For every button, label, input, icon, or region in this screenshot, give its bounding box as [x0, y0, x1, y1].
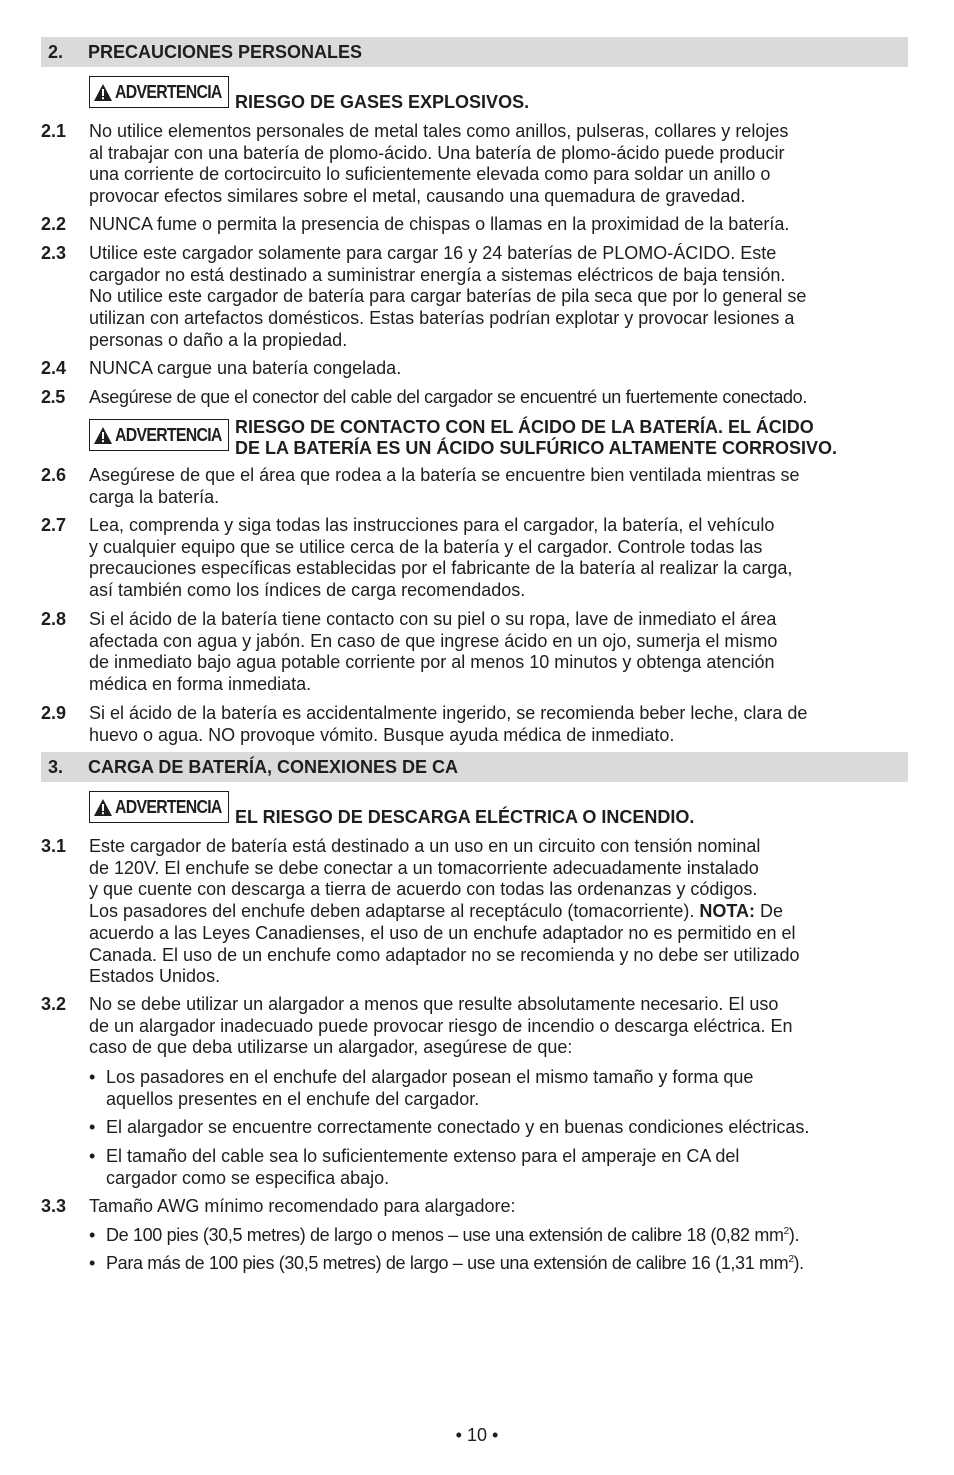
warning-badge [89, 76, 229, 108]
text-line: utilizan con artefactos domésticos. Estas baterías podrían explotar y provocar lesiones a [89, 308, 795, 329]
warning-triangle-icon [93, 798, 113, 817]
text-line: El tamaño del cable sea lo suficientemente extenso para el amperaje en CA del [106, 1146, 740, 1166]
text-line: caso de que deba utilizarse un alargador, asegúrese de que: [89, 1037, 573, 1058]
item-number: 2.8 [41, 609, 67, 629]
text-line: precauciones específicas establecidas por el fabricante de la batería al realizar la carga, [89, 558, 793, 579]
item-text [89, 387, 909, 409]
item-text [89, 243, 909, 352]
text-line: Lea, comprenda y siga todas las instrucciones para el cargador, la batería, el vehículo [89, 515, 775, 535]
bullet-text [106, 1146, 916, 1189]
text-segment: De [755, 901, 784, 922]
item-number: 3.2 [41, 994, 67, 1014]
item-text [89, 609, 909, 696]
item-number: 2.7 [41, 515, 67, 535]
item-text [89, 358, 909, 380]
item-number: 3.3 [41, 1196, 67, 1216]
text-line: El alargador se encuentre correctamente conectado y en buenas condiciones eléctricas. [106, 1117, 810, 1137]
section-header-2 [41, 37, 908, 67]
warning-text-line: RIESGO DE CONTACTO CON EL ÁCIDO DE LA BATERÍA. EL ÁCIDO [235, 417, 814, 437]
superscript: 2 [783, 1226, 789, 1237]
text-line: médica en forma inmediata. [89, 674, 312, 695]
item-text [89, 121, 909, 208]
text-line: así también como los índices de carga recomendados. [89, 580, 526, 601]
item-number: 2.5 [41, 387, 65, 407]
text-line: de un alargador inadecuado puede provocar riesgo de incendio o descarga eléctrica. En [89, 1015, 793, 1036]
bullet-dot: • [89, 1067, 96, 1087]
section-number: 2. [48, 42, 64, 62]
section-title: PRECAUCIONES PERSONALES [88, 42, 363, 62]
item-text [89, 994, 909, 1059]
text-line: No utilice elementos personales de metal tales como anillos, pulseras, collares y relojes [89, 121, 789, 141]
warning-text: RIESGO DE GASES EXPLOSIVOS. [235, 92, 530, 112]
bullet-text [106, 1225, 916, 1247]
text-line [89, 901, 909, 923]
text-line: personas o daño a la propiedad. [89, 329, 348, 350]
item-number: 3.1 [41, 836, 67, 856]
bullet-text [106, 1253, 916, 1275]
text-line: NUNCA cargue una batería congelada. [89, 358, 402, 378]
warning-text: EL RIESGO DE DESCARGA ELÉCTRICA O INCENDIO. [235, 807, 695, 827]
warning-triangle-icon [93, 83, 113, 102]
item-number: 2.9 [41, 703, 67, 723]
bullet-dot: • [89, 1146, 96, 1166]
text-line [106, 1225, 916, 1247]
text-line: acuerdo a las Leyes Canadienses, el uso de un enchufe adaptador no es permitido en el [89, 922, 796, 943]
text-line: cargador como se especifica abajo. [106, 1167, 390, 1188]
item-number: 2.1 [41, 121, 67, 141]
section-header-3 [41, 752, 908, 782]
text-segment: Los pasadores del enchufe deben adaptarse al receptáculo (tomacorriente). [89, 901, 700, 922]
text-line: y que cuente con descarga a tierra de acuerdo con todas las ordenanzas y códigos. [89, 879, 758, 900]
text-line: y cualquier equipo que se utilice cerca de la batería y el cargador. Controle todas las [89, 536, 763, 557]
item-text [89, 703, 909, 746]
item-text [89, 465, 909, 508]
warning-triangle-icon [93, 426, 113, 445]
item-text [89, 214, 909, 236]
text-line: Si el ácido de la batería tiene contacto con su piel o su ropa, lave de inmediato el área [89, 609, 777, 629]
page-number: • 10 • [455, 1425, 499, 1445]
bullet-dot: • [89, 1253, 95, 1273]
text-line: Los pasadores en el enchufe del alargador posean el mismo tamaño y forma que [106, 1067, 754, 1087]
item-text [89, 515, 909, 602]
text-line: Canada. El uso de un enchufe como adaptador no se recomienda y no debe ser utilizado [89, 944, 800, 965]
section-number: 3. [48, 757, 64, 777]
text-segment: Para más de 100 pies (30,5 metres) de largo – use una extensión de calibre 16 (1,31 mm [106, 1253, 789, 1273]
text-line: al trabajar con una batería de plomo-ácido. Una batería de plomo-ácido puede producir [89, 142, 785, 163]
bullet-dot: • [89, 1117, 96, 1137]
bullet-dot: • [89, 1225, 95, 1245]
section-title: CARGA DE BATERÍA, CONEXIONES DE CA [88, 757, 459, 777]
warning-badge-label: ADVERTENCIA [115, 424, 222, 445]
item-number: 2.3 [41, 243, 67, 263]
text-line: afectada con agua y jabón. En caso de que ingrese ácido en un ojo, sumerja el mismo [89, 630, 778, 651]
item-number: 2.2 [41, 214, 67, 234]
text-line: de inmediato bajo agua potable corriente por al menos 10 minutos y obtenga atención [89, 652, 775, 673]
text-line: de 120V. El enchufe se debe conectar a un tomacorriente adecuadamente instalado [89, 857, 759, 878]
text-line: huevo o agua. NO provoque vómito. Busque ayuda médica de inmediato. [89, 724, 675, 745]
warning-badge-label: ADVERTENCIA [115, 796, 222, 817]
note-label: NOTA: [699, 901, 756, 922]
text-segment: ). [788, 1225, 800, 1245]
text-line: Estados Unidos. [89, 966, 221, 987]
item-text [89, 1196, 909, 1218]
text-line: una corriente de cortocircuito lo suficientemente elevada como para soldar un anillo o [89, 164, 771, 185]
text-line: Si el ácido de la batería es accidentalmente ingerido, se recomienda beber leche, clara de [89, 703, 808, 723]
item-text [89, 836, 909, 988]
text-line: No se debe utilizar un alargador a menos que resulte absolutamente necesario. El uso [89, 994, 779, 1014]
item-number: 2.6 [41, 465, 67, 485]
text-segment: ). [793, 1253, 804, 1273]
item-number: 2.4 [41, 358, 67, 378]
warning-text-line: DE LA BATERÍA ES UN ÁCIDO SULFÚRICO ALTAMENTE CORROSIVO. [235, 438, 837, 458]
warning-badge [89, 791, 229, 823]
text-line: Asegúrese de que el área que rodea a la batería se encuentre bien ventilada mientras se [89, 465, 800, 485]
text-segment: De 100 pies (30,5 metres) de largo o menos – use una extensión de calibre 18 (0,82 mm [106, 1225, 784, 1245]
text-line: NUNCA fume o permita la presencia de chispas o llamas en la proximidad de la batería. [89, 214, 790, 234]
text-line: Tamaño AWG mínimo recomendado para alargadore: [89, 1196, 516, 1216]
bullet-text [106, 1067, 916, 1110]
text-line: Este cargador de batería está destinado a un uso en un circuito con tensión nominal [89, 836, 761, 856]
text-line: aquellos presentes en el enchufe del cargador. [106, 1088, 480, 1109]
text-line [106, 1253, 916, 1275]
text-line: Asegúrese de que el conector del cable del cargador se encuentré un fuertemente conectado. [89, 387, 807, 407]
text-line: carga la batería. [89, 486, 220, 507]
text-line: Utilice este cargador solamente para cargar 16 y 24 baterías de PLOMO-ÁCIDO. Este [89, 243, 777, 263]
bullet-text [106, 1117, 916, 1139]
text-line: cargador no está destinado a suministrar energía a sistemas eléctricos de baja tensión. [89, 264, 786, 285]
text-line: provocar efectos similares sobre el metal, causando una quemadura de gravedad. [89, 186, 746, 207]
text-line: No utilice este cargador de batería para cargar baterías de pila seca que por lo general se [89, 286, 807, 307]
warning-badge-label: ADVERTENCIA [115, 81, 222, 102]
warning-badge [89, 419, 229, 451]
superscript: 2 [788, 1254, 794, 1265]
